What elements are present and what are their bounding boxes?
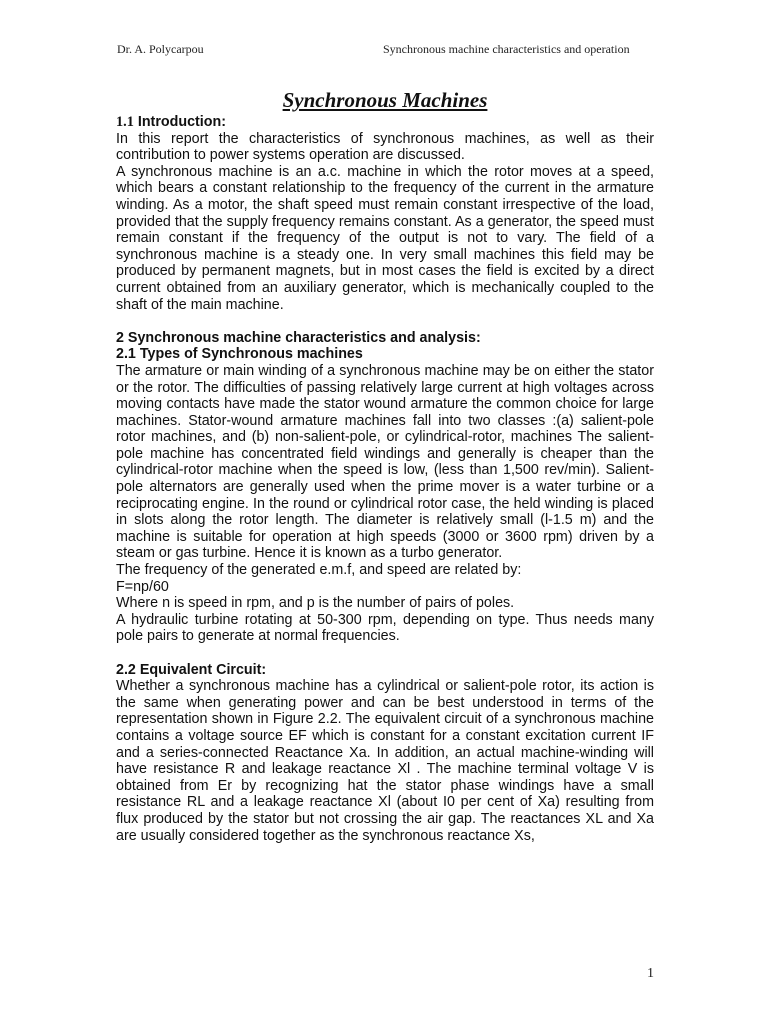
paragraph: A synchronous machine is an a.c. machine in which the rotor moves at a speed, which bears a constant relationship to the frequency of the current in the armature winding. As a motor, the shaft speed must remain constant irrespective of the load, provided that the supply frequency remains constant. As a generator, the speed must remain constant if the frequency of the output is not to vary. The field of a synchronous machine is a steady one. In very small machines this field may be produced by permanent magnets, but in most cases the field is excited by a direct current obtained from an auxiliary generator, which is mechanically coupled to the shaft of the main machine. [116,163,654,313]
paragraph: Whether a synchronous machine has a cylindrical or salient-pole rotor, its action is the same when generating power and can be best understood in terms of the representation shown in Figure 2.2. The equivalent circuit of a synchronous machine contains a voltage source EF which is constant for a constant excitation current IF and a series-connected Reactance Xa. In addition, an actual machine-winding will have resistance R and leakage reactance Xl . The machine terminal voltage V is obtained from Er by recognizing hat the stator phase windings have a small resistance RL and a leakage reactance Xl (about I0 per cent of Xa) resulting from flux produced by the stator but not crossing the air gap. The reactances XL and Xa are usually considered together as the synchronous reactance Xs, [116,678,654,844]
section-heading-equivalent-circuit: 2.2 Equivalent Circuit: [116,661,267,678]
section-heading-characteristics: 2 Synchronous machine characteristics and analysis: [116,329,481,346]
header-author: Dr. A. Polycarpou [117,42,204,56]
paragraph: A hydraulic turbine rotating at 50-300 rpm, depending on type. Thus needs many pole pairs to generate at normal frequencies. [116,611,654,645]
paragraph: The frequency of the generated e.m.f, and speed are related by: [116,562,522,579]
section-introduction [116,114,654,313]
section-heading-text: Introduction: [133,114,226,130]
document-title: Synchronous Machines [282,88,488,112]
page-number: 1 [647,966,654,981]
paragraph-spacer [116,645,654,662]
section-characteristics [116,330,654,347]
section-number: 1.1 [116,114,134,130]
formula: F=np/60 [116,578,169,595]
paragraph: Where n is speed in rpm, and p is the number of pairs of poles. [116,595,515,612]
document-body [116,86,654,844]
running-header [117,40,650,58]
header-running-title: Synchronous machine characteristics and operation [383,42,630,56]
section-types [116,346,654,645]
section-equivalent-circuit [116,662,654,845]
paragraph: In this report the characteristics of synchronous machines, as well as their contribution to power systems operation are discussed. [116,130,654,164]
paragraph-spacer [116,313,654,330]
section-heading-types: 2.1 Types of Synchronous machines [116,346,363,363]
paragraph: The armature or main winding of a synchronous machine may be on either the stator or the rotor. The difficulties of passing relatively large current at high voltages across moving contacts have made the stator wound armature the common choice for large machines. Stator-wound armature machines fall into two classes :(a) salient-pole rotor machines, and (b) non-salient-pole, or cylindrical-rotor, machines The salient-pole machine has concentrated field windings and generally is cheaper than the cylindrical-rotor machine when the speed is low, (less than 1,500 rev/min). Salient-pole alternators are generally used when the prime mover is a water turbine or a reciprocating engine. In the round or cylindrical rotor case, the held winding is placed in slots along the rotor length. The diameter is relatively small (l-1.5 m) and the machine is suitable for operation at high speeds (3000 or 3600 rpm) driven by a steam or gas turbine. Hence it is known as a turbo generator. [116,362,654,562]
section-heading-introduction [116,114,654,131]
